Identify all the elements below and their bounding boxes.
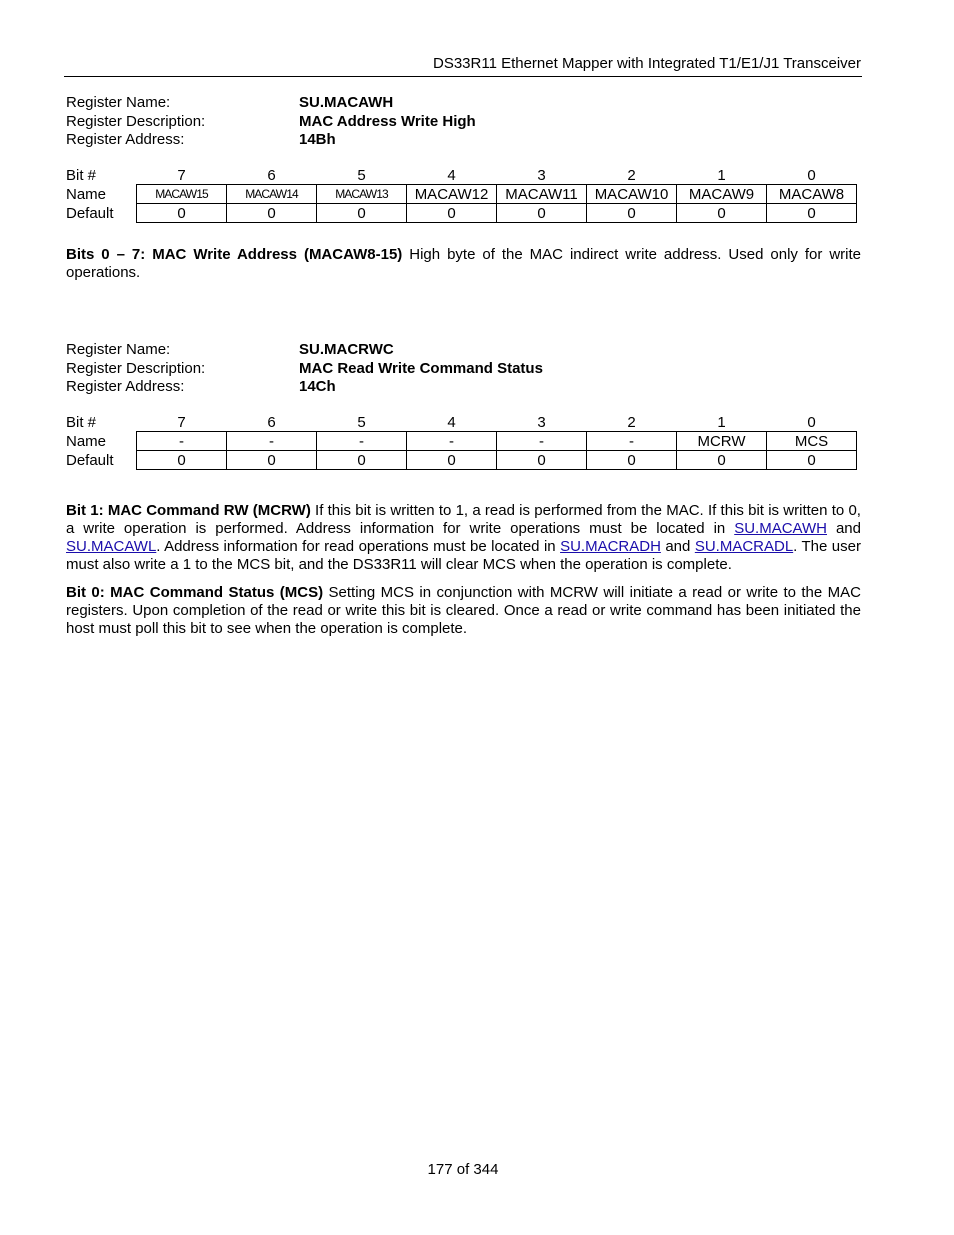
default-cell: 0 xyxy=(227,204,317,223)
register1-info xyxy=(66,94,476,150)
link-su-macradl[interactable]: SU.MACRADL xyxy=(694,538,794,555)
bit-number: 0 xyxy=(807,413,816,431)
bit1-text: and xyxy=(660,538,695,555)
bit-description-text: High byte of the MAC indirect write address. Used only for write operations. xyxy=(66,246,862,281)
bit-number: 5 xyxy=(357,413,366,431)
default-cell: 0 xyxy=(767,451,857,470)
link-su-macawl[interactable]: SU.MACAWL xyxy=(66,538,157,555)
field-name-cell: MACAW10 xyxy=(587,185,677,204)
default-cell: 0 xyxy=(407,451,497,470)
bit-number: 1 xyxy=(717,413,726,431)
register1-address: 14Bh xyxy=(299,131,336,148)
default-cell: 0 xyxy=(317,451,407,470)
bit-number: 1 xyxy=(717,166,726,184)
bit-label: Bit # xyxy=(66,413,97,431)
name-label: Name xyxy=(66,185,107,203)
default-cell: 0 xyxy=(767,204,857,223)
default-cell: 0 xyxy=(677,204,767,223)
bit-number: 7 xyxy=(177,413,186,431)
field-name-cell: - xyxy=(407,432,497,451)
bit-number: 4 xyxy=(447,413,456,431)
default-row xyxy=(64,204,857,223)
default-cell: 0 xyxy=(137,204,227,223)
bit1-text: . The user must also write a 1 to the MCS bit, and the DS33R11 will clear MCS when the operation is complete. xyxy=(66,538,861,573)
field-name-cell: MACAW11 xyxy=(497,185,587,204)
default-label: Default xyxy=(66,204,114,222)
default-cell: 0 xyxy=(497,204,587,223)
register2-name: SU.MACRWC xyxy=(299,341,394,358)
register1-name: SU.MACAWH xyxy=(299,94,394,111)
reg-desc-label: Register Description: xyxy=(66,359,206,377)
field-name-row xyxy=(64,432,857,451)
bit1-text: and xyxy=(827,520,861,537)
bit-number: 7 xyxy=(177,166,186,184)
bit1-text: . Address information for read operations must be located in xyxy=(156,538,561,555)
bit-number: 2 xyxy=(627,413,636,431)
link-su-macradh[interactable]: SU.MACRADH xyxy=(560,538,661,555)
default-row xyxy=(64,451,857,470)
bit-number: 3 xyxy=(537,166,546,184)
field-name-cell: MACAW9 xyxy=(677,185,767,204)
field-name-cell: MACAW14 xyxy=(227,185,317,204)
register1-bit-table xyxy=(64,166,857,223)
register1-description-paragraph xyxy=(66,246,861,282)
register2-info xyxy=(66,341,543,397)
field-name-row xyxy=(64,185,857,204)
page-number: 177 of 344 xyxy=(427,1161,499,1178)
field-name-cell: - xyxy=(227,432,317,451)
default-cell: 0 xyxy=(587,451,677,470)
name-label: Name xyxy=(66,432,107,450)
bit0-text: Setting MCS in conjunction with MCRW will initiate a read or write to the MAC registers. Upon completion of the read or write this bit is cleared. Once a read or write command has been initiated the host must poll this bit to see when the operation is complete. xyxy=(66,584,861,637)
bit-number: 6 xyxy=(267,166,276,184)
bit0-heading: Bit 0: MAC Command Status (MCS) xyxy=(66,584,324,601)
bit-number: 3 xyxy=(537,413,546,431)
field-name-cell: - xyxy=(587,432,677,451)
field-name-cell: MCS xyxy=(767,432,857,451)
reg-name-label: Register Name: xyxy=(66,341,171,358)
bit-label: Bit # xyxy=(66,166,97,184)
default-cell: 0 xyxy=(227,451,317,470)
default-cell: 0 xyxy=(407,204,497,223)
register2-address: 14Ch xyxy=(299,378,336,395)
bit-number: 4 xyxy=(447,166,456,184)
field-name-cell: - xyxy=(317,432,407,451)
reg-addr-label: Register Address: xyxy=(66,131,185,148)
reg-name-label: Register Name: xyxy=(66,94,171,111)
field-name-cell: - xyxy=(497,432,587,451)
default-cell: 0 xyxy=(587,204,677,223)
default-label: Default xyxy=(66,451,114,469)
bit0-description-paragraph xyxy=(66,584,861,638)
field-name-cell: - xyxy=(137,432,227,451)
reg-addr-label: Register Address: xyxy=(66,378,185,395)
default-cell: 0 xyxy=(677,451,767,470)
bit-number-row xyxy=(64,166,857,185)
bit1-heading: Bit 1: MAC Command RW (MCRW) xyxy=(66,502,311,519)
default-cell: 0 xyxy=(317,204,407,223)
reg-desc-label: Register Description: xyxy=(66,112,206,130)
bit-number-row xyxy=(64,413,857,432)
default-cell: 0 xyxy=(137,451,227,470)
field-name-cell: MACAW15 xyxy=(137,185,227,204)
bit1-text: If this bit is written to 1, a read is performed from the MAC. If this bit is written to 0, a write operation is performed. Address information for write operations must be located in xyxy=(66,502,861,537)
field-name-cell: MACAW8 xyxy=(767,185,857,204)
bit-number: 0 xyxy=(807,166,816,184)
field-name-cell: MCRW xyxy=(677,432,767,451)
bit1-description-paragraph xyxy=(66,502,861,574)
header-title: DS33R11 Ethernet Mapper with Integrated T1/E1/J1 Transceiver xyxy=(432,55,861,72)
register2-description: MAC Read Write Command Status xyxy=(299,359,543,377)
default-cell: 0 xyxy=(497,451,587,470)
bit-number: 6 xyxy=(267,413,276,431)
bit-number: 2 xyxy=(627,166,636,184)
bit-number: 5 xyxy=(357,166,366,184)
register1-description: MAC Address Write High xyxy=(299,112,476,130)
link-su-macawh[interactable]: SU.MACAWH xyxy=(734,520,827,537)
register2-bit-table xyxy=(64,413,857,470)
header-rule xyxy=(64,76,862,77)
field-name-cell: MACAW12 xyxy=(407,185,497,204)
field-name-cell: MACAW13 xyxy=(317,185,407,204)
bit-description-heading: Bits 0 – 7: MAC Write Address (MACAW8-15) xyxy=(66,246,403,263)
